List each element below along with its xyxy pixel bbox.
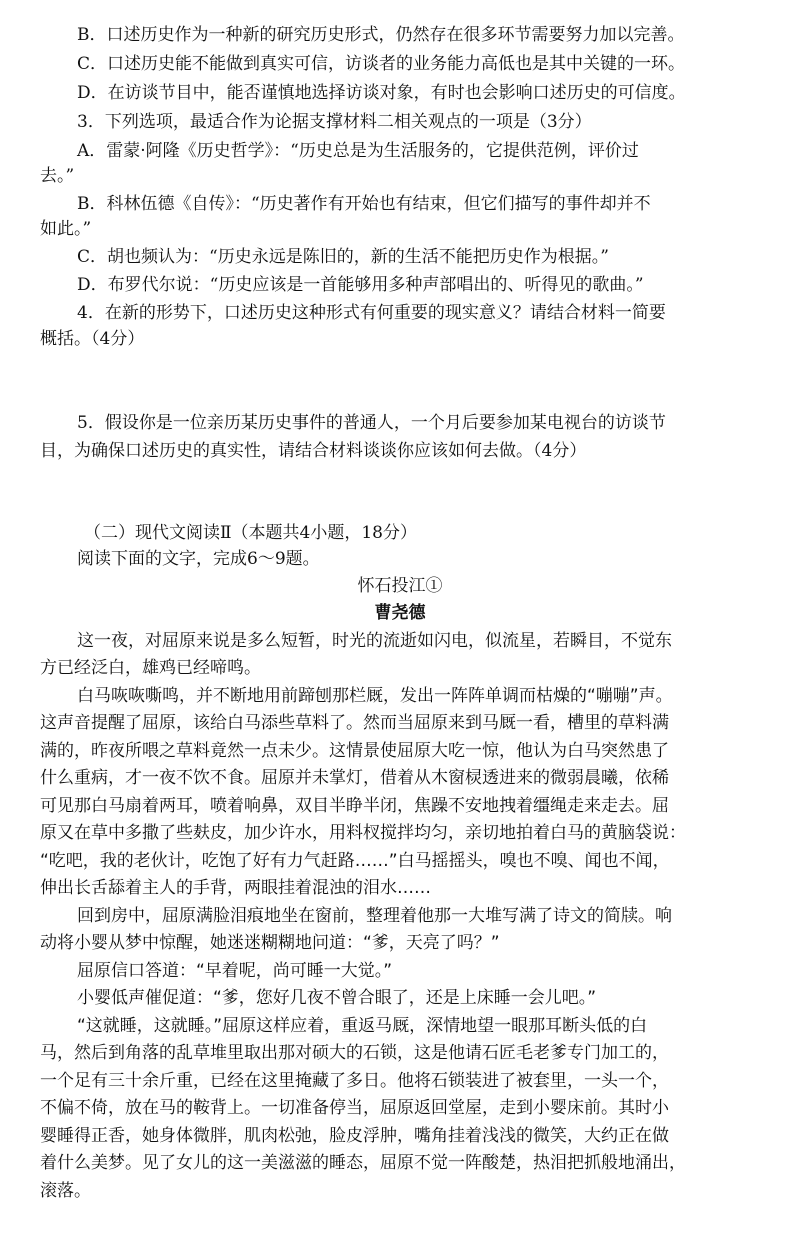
story-line: 滚落。 <box>40 1181 91 1201</box>
story-line: 什么重病，才一夜不饮不食。屈原并未掌灯，借着从木窗棂透进来的微弱晨曦，依稀 <box>40 768 669 788</box>
story-line: 满的，昨夜所喂之草料竟然一点未少。这情景使屈原大吃一惊，他认为白马突然患了 <box>40 741 669 761</box>
q3-option-b-line1: B．科林伍德《自传》：“历史著作有开始也有结束，但它们描写的事件却并不 <box>77 194 651 214</box>
story-line: 回到房中，屈原满脸泪痕地坐在窗前，整理着他那一大堆写满了诗文的简牍。响 <box>77 906 672 926</box>
section-heading: （二）现代文阅读Ⅱ（本题共4小题，18分） <box>84 523 418 543</box>
q5-line1: 5．假设你是一位亲历某历史事件的普通人，一个月后要参加某电视台的访谈节 <box>77 413 666 433</box>
story-line: 可见那白马扇着两耳，喷着响鼻，双目半睁半闭，焦躁不安地拽着缰绳走来走去。屈 <box>40 796 669 816</box>
q4-line2: 概括。（4分） <box>40 329 145 349</box>
story-line: 这声音提醒了屈原，该给白马添些草料了。然而当屈原来到马厩一看，槽里的草料满 <box>40 713 669 733</box>
story-line: 原又在草中多撒了些麸皮，加少许水，用料杈搅拌均匀，亲切地拍着白马的黄脑袋说： <box>40 823 686 843</box>
q2-option-c: C．口述历史能不能做到真实可信，访谈者的业务能力高低也是其中关键的一环。 <box>77 54 686 74</box>
q2-option-d: D．在访谈节目中，能否谨慎地选择访谈对象，有时也会影响口述历史的可信度。 <box>77 83 686 103</box>
story-line: “这就睡，这就睡。”屈原这样应着，重返马厩，深情地望一眼那耳断头低的白 <box>77 1016 648 1036</box>
q5-line2: 目，为确保口述历史的真实性，请结合材料谈谈你应该如何去做。（4分） <box>40 441 587 461</box>
story-line: 着什么美梦。见了女儿的这一美滋滋的睡态，屈原不觉一阵酸楚，热泪把抓般地涌出， <box>40 1153 686 1173</box>
story-line: 方已经泛白，雄鸡已经啼鸣。 <box>40 658 261 678</box>
story-line: 动将小婴从梦中惊醒，她迷迷糊糊地问道：“爹，天亮了吗？” <box>40 933 500 953</box>
story-line: 婴睡得正香，她身体微胖，肌肉松弛，脸皮浮肿，嘴角挂着浅浅的微笑，大约正在做 <box>40 1126 669 1146</box>
story-line: 不偏不倚，放在马的鞍背上。一切准备停当，屈原返回堂屋，走到小婴床前。其时小 <box>40 1098 669 1118</box>
q3-stem: 3．下列选项，最适合作为论据支撑材料二相关观点的一项是（3分） <box>77 112 592 132</box>
story-title: 怀石投江① <box>357 576 443 596</box>
q3-option-d: D．布罗代尔说：“历史应该是一首能够用多种声部唱出的、听得见的歌曲。” <box>77 275 644 295</box>
q3-option-b-line2: 如此。” <box>40 219 92 239</box>
q2-option-b: B．口述历史作为一种新的研究历史形式，仍然存在很多环节需要努力加以完善。 <box>77 25 685 45</box>
q4-line1: 4．在新的形势下，口述历史这种形式有何重要的现实意义？请结合材料一简要 <box>77 303 666 323</box>
story-line: 一个足有三十余斤重，已经在这里掩藏了多日。他将石锁装进了被套里，一头一个， <box>40 1071 669 1091</box>
q3-option-c: C．胡也频认为：“历史永远是陈旧的，新的生活不能把历史作为根据。” <box>77 247 609 267</box>
story-line: 小婴低声催促道：“爹，您好几夜不曾合眼了，还是上床睡一会儿吧。” <box>77 988 597 1008</box>
story-line: 伸出长舌舔着主人的手背，两眼挂着混浊的泪水…… <box>40 878 431 898</box>
story-line: “吃吧，我的老伙计，吃饱了好有力气赶路……”白马摇摇头，嗅也不嗅、闻也不闻， <box>40 851 670 871</box>
story-line: 马，然后到角落的乱草堆里取出那对硕大的石锁，这是他请石匠毛老爹专门加工的， <box>40 1043 669 1063</box>
story-line: 白马咴咴嘶鸣，并不断地用前蹄刨那栏厩，发出一阵阵单调而枯燥的“嘣嘣”声。 <box>77 686 673 706</box>
q3-option-a-line1: A．雷蒙·阿隆《历史哲学》：“历史总是为生活服务的，它提供范例，评价过 <box>77 141 639 161</box>
story-line: 这一夜，对屈原来说是多么短暂，时光的流逝如闪电，似流星，若瞬目，不觉东 <box>77 631 672 651</box>
q3-option-a-line2: 去。” <box>40 166 75 186</box>
story-line: 屈原信口答道：“早着呢，尚可睡一大觉。” <box>77 961 393 981</box>
section-instruction: 阅读下面的文字，完成6～9题。 <box>77 549 320 569</box>
story-author: 曹尧德 <box>374 603 426 623</box>
